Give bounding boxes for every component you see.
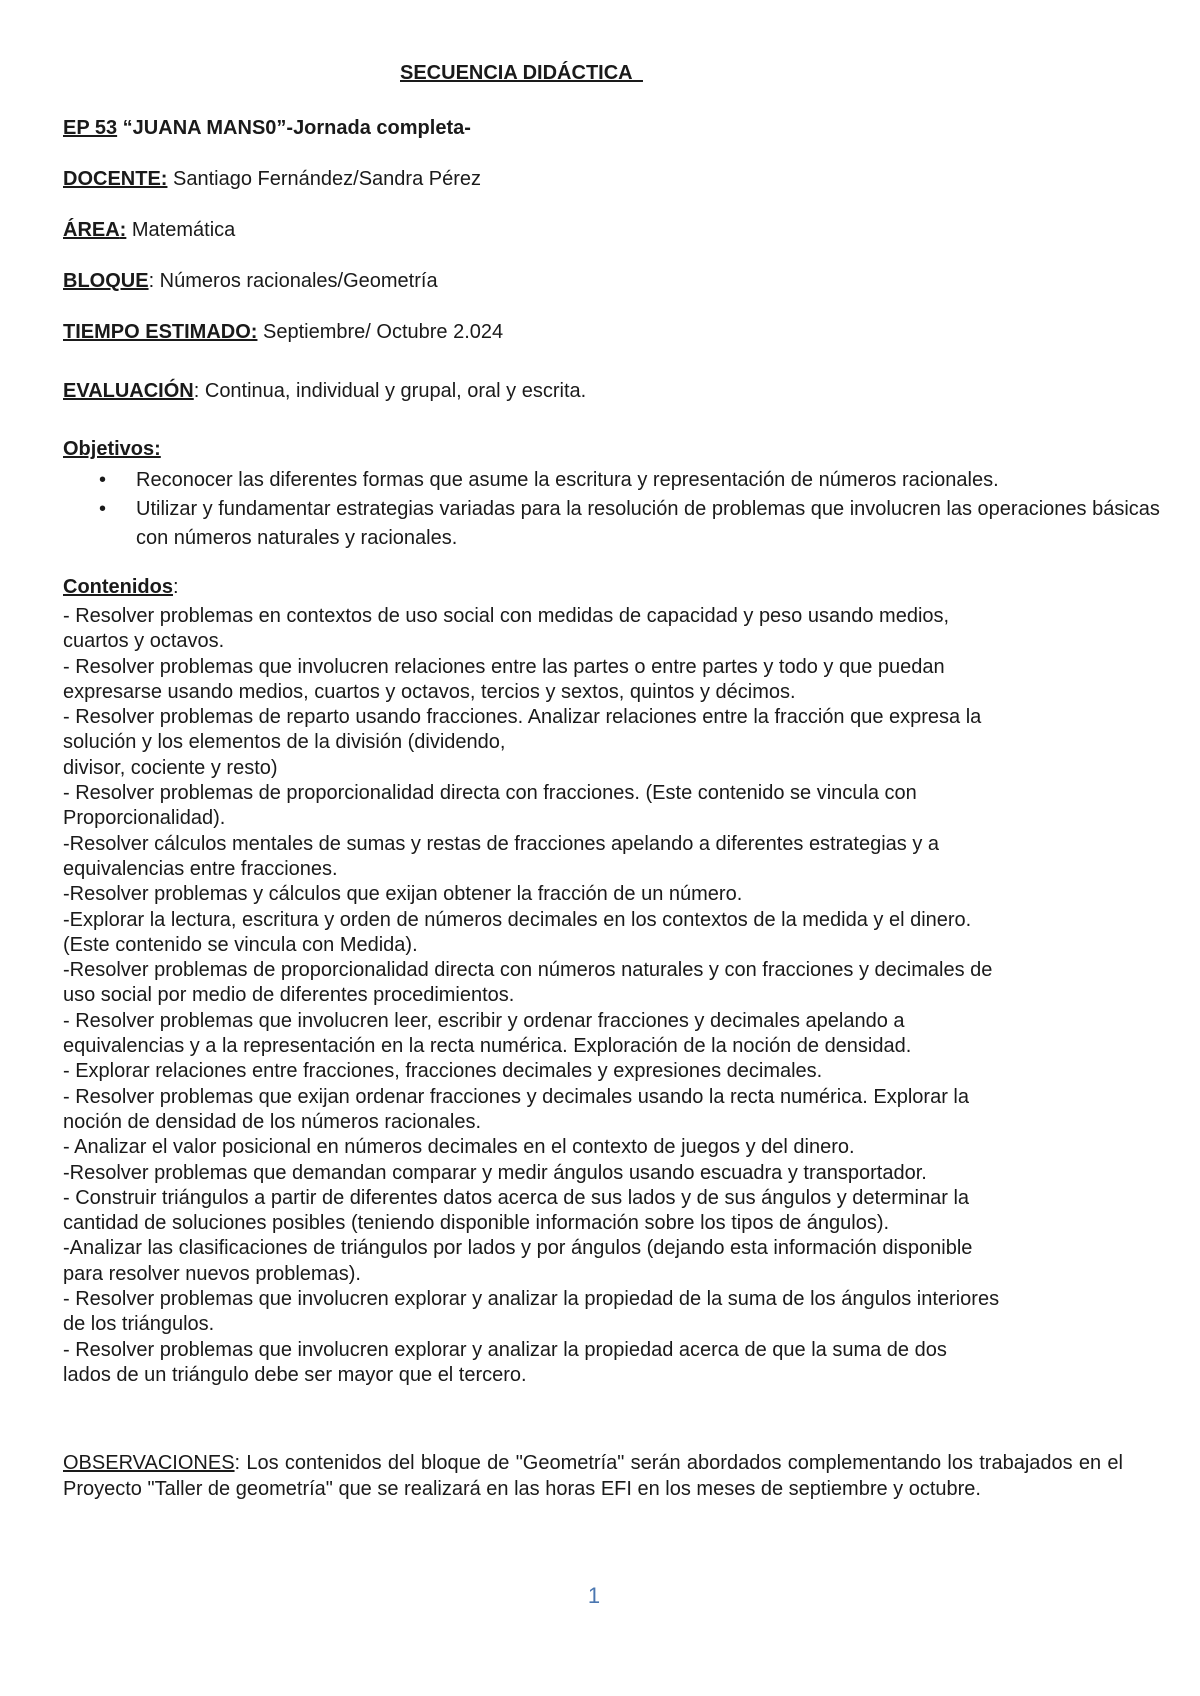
content-line: expresarse usando medios, cuartos y octavos, tercios y sextos, quintos y décimos. bbox=[63, 680, 796, 703]
observations-label: OBSERVACIONES bbox=[63, 1452, 235, 1474]
content-line: - Resolver problemas que involucren relaciones entre las partes o entre partes y todo y que puedan bbox=[63, 655, 945, 678]
evaluation-line bbox=[63, 380, 586, 403]
block-separator: : bbox=[148, 270, 155, 292]
content-line: -Resolver cálculos mentales de sumas y restas de fracciones apelando a diferentes estrategias y a bbox=[63, 832, 940, 855]
content-line: cantidad de soluciones posibles (teniendo disponible información sobre los tipos de ángulos). bbox=[63, 1212, 890, 1235]
content-line: divisor, cociente y resto) bbox=[63, 756, 278, 779]
content-line: Proporcionalidad). bbox=[63, 807, 226, 830]
content-line: lados de un triángulo debe ser mayor que el tercero. bbox=[63, 1363, 527, 1386]
observations-paragraph bbox=[63, 1451, 1123, 1502]
document-title: SECUENCIA DIDÁCTICA bbox=[400, 62, 643, 84]
content-line: solución y los elementos de la división (dividendo, bbox=[63, 731, 506, 754]
objectives-list bbox=[63, 466, 1196, 553]
content-line: equivalencias entre fracciones. bbox=[63, 857, 338, 880]
area-separator: : bbox=[119, 219, 127, 241]
content-line: para resolver nuevos problemas). bbox=[63, 1262, 361, 1285]
school-label: EP 53 bbox=[63, 117, 118, 139]
evaluation-label: EVALUACIÓN bbox=[63, 380, 194, 402]
time-line bbox=[63, 321, 503, 344]
content-line: de los triángulos. bbox=[63, 1313, 215, 1336]
content-line: (Este contenido se vincula con Medida). bbox=[63, 933, 418, 956]
block-label: BLOQUE bbox=[63, 270, 149, 292]
block-line bbox=[63, 270, 438, 293]
teacher-label: DOCENTE: bbox=[63, 168, 168, 190]
content-line: equivalencias y a la representación en la recta numérica. Exploración de la noción de densidad. bbox=[63, 1035, 912, 1058]
teacher-value: Santiago Fernández/Sandra Pérez bbox=[167, 168, 481, 190]
time-label: TIEMPO ESTIMADO: bbox=[63, 321, 258, 343]
observations-separator: : bbox=[234, 1452, 241, 1474]
content-line: - Construir triángulos a partir de diferentes datos acerca de sus lados y de sus ángulos y determinar la bbox=[63, 1186, 970, 1209]
contents-label: Contenidos bbox=[63, 576, 173, 598]
objectives-heading bbox=[63, 438, 161, 461]
content-line: - Resolver problemas que involucren leer, escribir y ordenar fracciones y decimales apelando a bbox=[63, 1009, 905, 1032]
content-line: - Resolver problemas de proporcionalidad directa con fracciones. (Este contenido se vincula con bbox=[63, 782, 917, 805]
time-value: Septiembre/ Octubre 2.024 bbox=[257, 321, 504, 343]
content-line: - Resolver problemas que exijan ordenar fracciones y decimales usando la recta numérica. Explorar la bbox=[63, 1085, 969, 1108]
observations-text: Los contenidos del bloque de "Geometría" serán abordados complementando los trabajados en el Proyecto "Taller de geometría" que se realizará en las horas EFI en los meses de septiembre y octubre. bbox=[63, 1452, 1123, 1500]
content-line: - Resolver problemas que involucren explorar y analizar la propiedad de la suma de los ángulos interiores bbox=[63, 1288, 1000, 1311]
content-line: -Resolver problemas de proporcionalidad directa con números naturales y con fracciones y decimales de bbox=[63, 959, 993, 982]
contents-separator: : bbox=[173, 576, 179, 598]
content-line: - Analizar el valor posicional en números decimales en el contexto de juegos y del dinero. bbox=[63, 1136, 855, 1159]
content-line: - Explorar relaciones entre fracciones, fracciones decimales y expresiones decimales. bbox=[63, 1060, 823, 1083]
content-line: - Resolver problemas que involucren explorar y analizar la propiedad acerca de que la suma de dos bbox=[63, 1338, 947, 1361]
contents-list bbox=[63, 604, 1123, 1388]
school-value: “JUANA MANS0”-Jornada completa- bbox=[117, 117, 471, 139]
page-number: 1 bbox=[587, 1583, 601, 1608]
evaluation-separator: : bbox=[193, 380, 200, 402]
area-line bbox=[63, 219, 235, 242]
objective-item: • Reconocer las diferentes formas que asume la escritura y representación de números racionales. bbox=[136, 466, 1196, 495]
evaluation-value: Continua, individual y grupal, oral y escrita. bbox=[199, 380, 587, 402]
contents-heading bbox=[63, 576, 179, 599]
content-line: cuartos y octavos. bbox=[63, 630, 225, 653]
content-line: -Analizar las clasificaciones de triángulos por lados y por ángulos (dejando esta información disponible bbox=[63, 1237, 973, 1260]
objective-item: • Utilizar y fundamentar estrategias variadas para la resolución de problemas que involucren las operaciones básicas con números naturales y racionales. bbox=[136, 495, 1196, 553]
objectives-label: Objetivos: bbox=[63, 438, 161, 460]
teacher-line bbox=[63, 168, 481, 191]
content-line: - Resolver problemas de reparto usando fracciones. Analizar relaciones entre la fracción que expresa la bbox=[63, 706, 982, 729]
school-line bbox=[63, 117, 471, 140]
content-line: -Explorar la lectura, escritura y orden de números decimales en los contextos de la medida y el dinero. bbox=[63, 908, 972, 931]
content-line: -Resolver problemas que demandan comparar y medir ángulos usando escuadra y transportador. bbox=[63, 1161, 927, 1184]
area-label: ÁREA bbox=[63, 219, 120, 241]
content-line: - Resolver problemas en contextos de uso social con medidas de capacidad y peso usando medios, bbox=[63, 605, 950, 627]
block-value: Números racionales/Geometría bbox=[154, 270, 438, 292]
area-value: Matemática bbox=[126, 219, 236, 241]
content-line: noción de densidad de los números racionales. bbox=[63, 1110, 482, 1133]
content-line: -Resolver problemas y cálculos que exijan obtener la fracción de un número. bbox=[63, 883, 743, 906]
content-line: uso social por medio de diferentes procedimientos. bbox=[63, 984, 515, 1007]
